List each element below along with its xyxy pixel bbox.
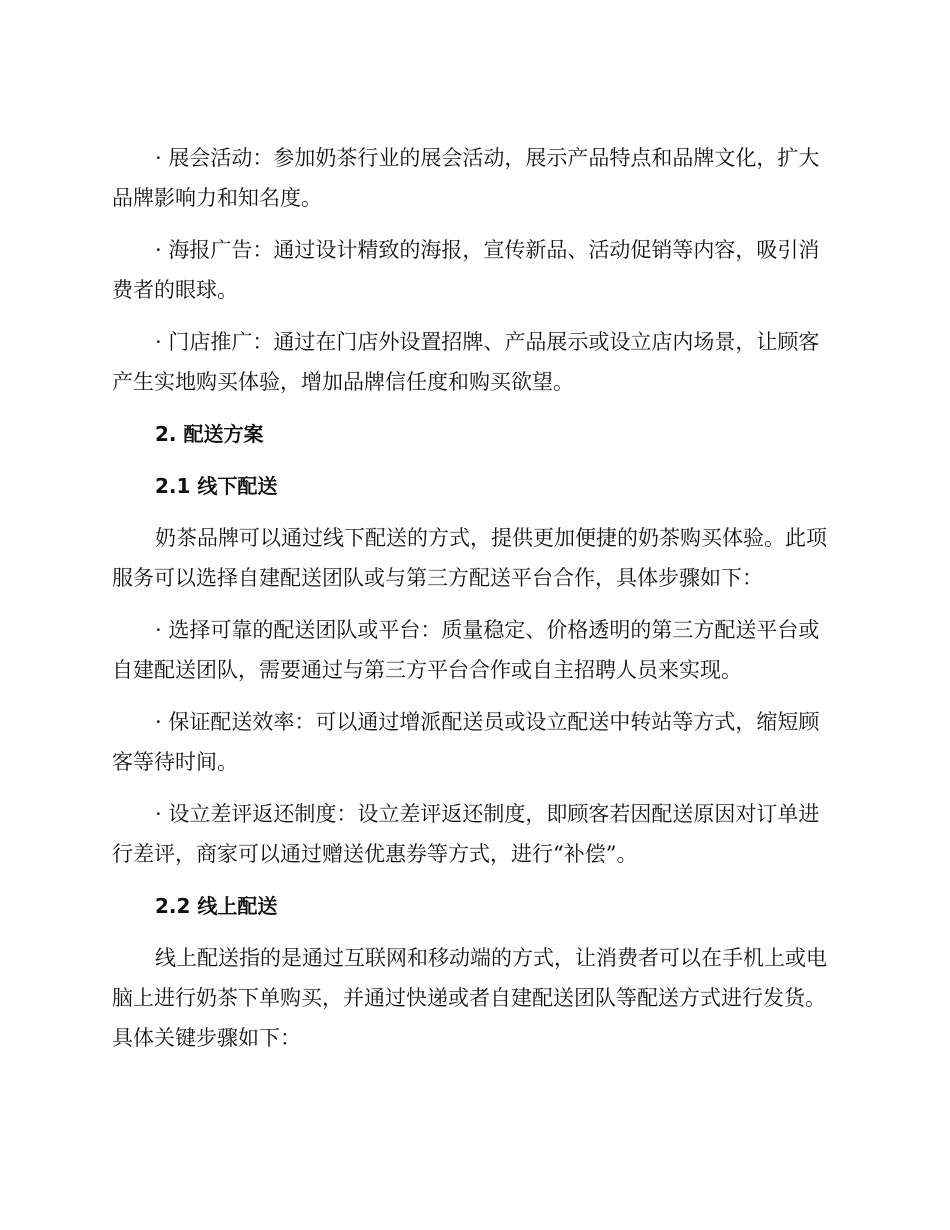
bullet-delivery-efficiency: · 保证配送效率：可以通过增派配送员或设立配送中转站等方式，缩短顾客等待时间。 [112,710,820,774]
section-heading-delivery-plan: 2. 配送方案 [155,422,264,446]
document-body [112,138,830,1070]
subsection-heading-offline-delivery: 2.1 线下配送 [155,474,278,498]
offline-delivery-intro: 奶茶品牌可以通过线下配送的方式，提供更加便捷的奶茶购买体验。此项服务可以选择自建配送团队或与第三方配送平台合作，具体步骤如下： [112,526,827,590]
bullet-bad-review-refund: · 设立差评返还制度：设立差评返还制度，即顾客若因配送原因对订单进行差评，商家可以通过赠送优惠券等方式，进行“补偿”。 [112,802,820,866]
bullet-choose-delivery-team: · 选择可靠的配送团队或平台：质量稳定、价格透明的第三方配送平台或自建配送团队，需要通过与第三方平台合作或自主招聘人员来实现。 [112,618,820,682]
online-delivery-intro: 线上配送指的是通过互联网和移动端的方式，让消费者可以在手机上或电脑上进行奶茶下单购买，并通过快递或者自建配送团队等配送方式进行发货。具体关键步骤如下： [112,946,827,1050]
subsection-heading-online-delivery: 2.2 线上配送 [155,894,278,918]
bullet-store-promotion: · 门店推广：通过在门店外设置招牌、产品展示或设立店内场景，让顾客产生实地购买体验，增加品牌信任度和购买欲望。 [112,330,820,394]
bullet-exhibition: · 展会活动：参加奶茶行业的展会活动，展示产品特点和品牌文化，扩大品牌影响力和知名度。 [112,146,820,210]
bullet-poster-ads: · 海报广告：通过设计精致的海报，宣传新品、活动促销等内容，吸引消费者的眼球。 [112,238,820,302]
